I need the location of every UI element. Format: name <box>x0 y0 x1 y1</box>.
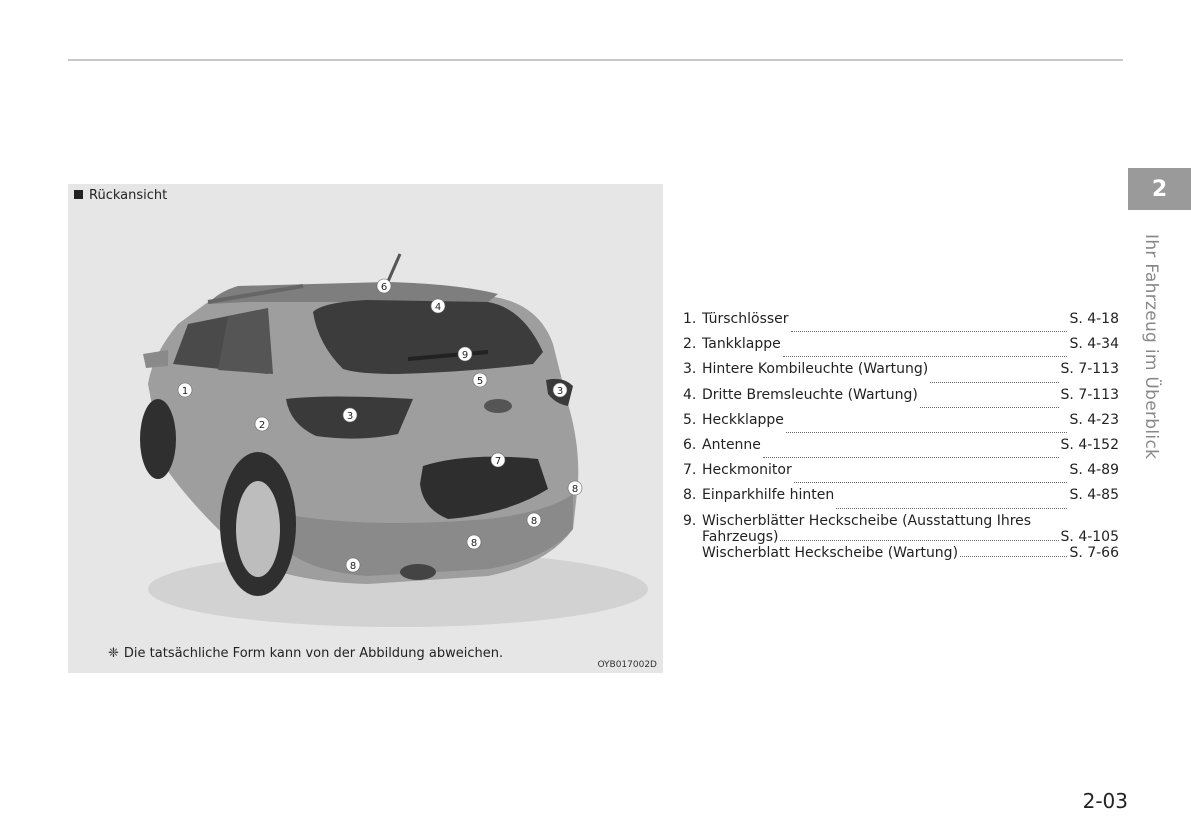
svg-text:8: 8 <box>470 538 478 549</box>
figure-heading: Rückansicht <box>74 188 167 203</box>
list-item: 6. Antenne S. 4-152 <box>683 437 1119 462</box>
svg-text:5: 5 <box>476 376 484 387</box>
callout-6 <box>377 279 391 293</box>
callout-8-d <box>346 558 360 572</box>
callout-3-right <box>553 383 567 397</box>
list-item: 3. Hintere Kombileuchte (Wartung) S. 7-113 <box>683 361 1119 386</box>
chapter-number-tab: 2 <box>1128 168 1191 210</box>
list-item: 1. Türschlösser S. 4-18 <box>683 311 1119 336</box>
svg-text:7: 7 <box>494 456 502 467</box>
svg-text:1: 1 <box>181 386 189 397</box>
callout-8-c <box>467 535 481 549</box>
square-bullet-icon <box>74 190 83 199</box>
svg-text:3: 3 <box>556 386 564 397</box>
callout-2 <box>255 417 269 431</box>
figure-code: OYB017002D <box>597 660 657 670</box>
list-item: 5. Heckklappe S. 4-23 <box>683 412 1119 437</box>
svg-text:8: 8 <box>571 484 579 495</box>
chapter-title: Ihr Fahrzeug im Überblick <box>1141 234 1161 460</box>
callout-8-a <box>568 481 582 495</box>
svg-text:8: 8 <box>530 516 538 527</box>
car-rear-illustration <box>68 184 663 673</box>
svg-text:9: 9 <box>461 350 469 361</box>
page-number: 2-03 <box>1082 789 1128 813</box>
parts-legend <box>683 311 1119 561</box>
list-item: 9. Wischerblätter Heckscheibe (Ausstattung Ihres Fahrzeugs) S. 4-105 Wischerblatt Heckscheibe (Wartung) S. 7-66 <box>683 512 1119 561</box>
callout-8-b <box>527 513 541 527</box>
list-item: 7. Heckmonitor S. 4-89 <box>683 462 1119 487</box>
svg-text:6: 6 <box>380 282 388 293</box>
callout-7 <box>491 453 505 467</box>
list-item: 4. Dritte Bremsleuchte (Wartung) S. 7-113 <box>683 387 1119 412</box>
svg-text:4: 4 <box>434 302 442 313</box>
callout-4 <box>431 299 445 313</box>
list-item: 8. Einparkhilfe hinten S. 4-85 <box>683 487 1119 512</box>
figure-note: ❈ Die tatsächliche Form kann von der Abbildung abweichen. <box>108 646 504 661</box>
asterisk-icon: ❈ <box>108 646 119 661</box>
svg-text:3: 3 <box>346 411 354 422</box>
top-rule <box>68 59 1123 61</box>
callout-3-left <box>343 408 357 422</box>
callout-9 <box>458 347 472 361</box>
callout-1 <box>178 383 192 397</box>
rear-view-figure <box>68 184 663 673</box>
svg-text:8: 8 <box>349 561 357 572</box>
callout-5 <box>473 373 487 387</box>
list-item: 2. Tankklappe S. 4-34 <box>683 336 1119 361</box>
svg-text:2: 2 <box>258 420 266 431</box>
